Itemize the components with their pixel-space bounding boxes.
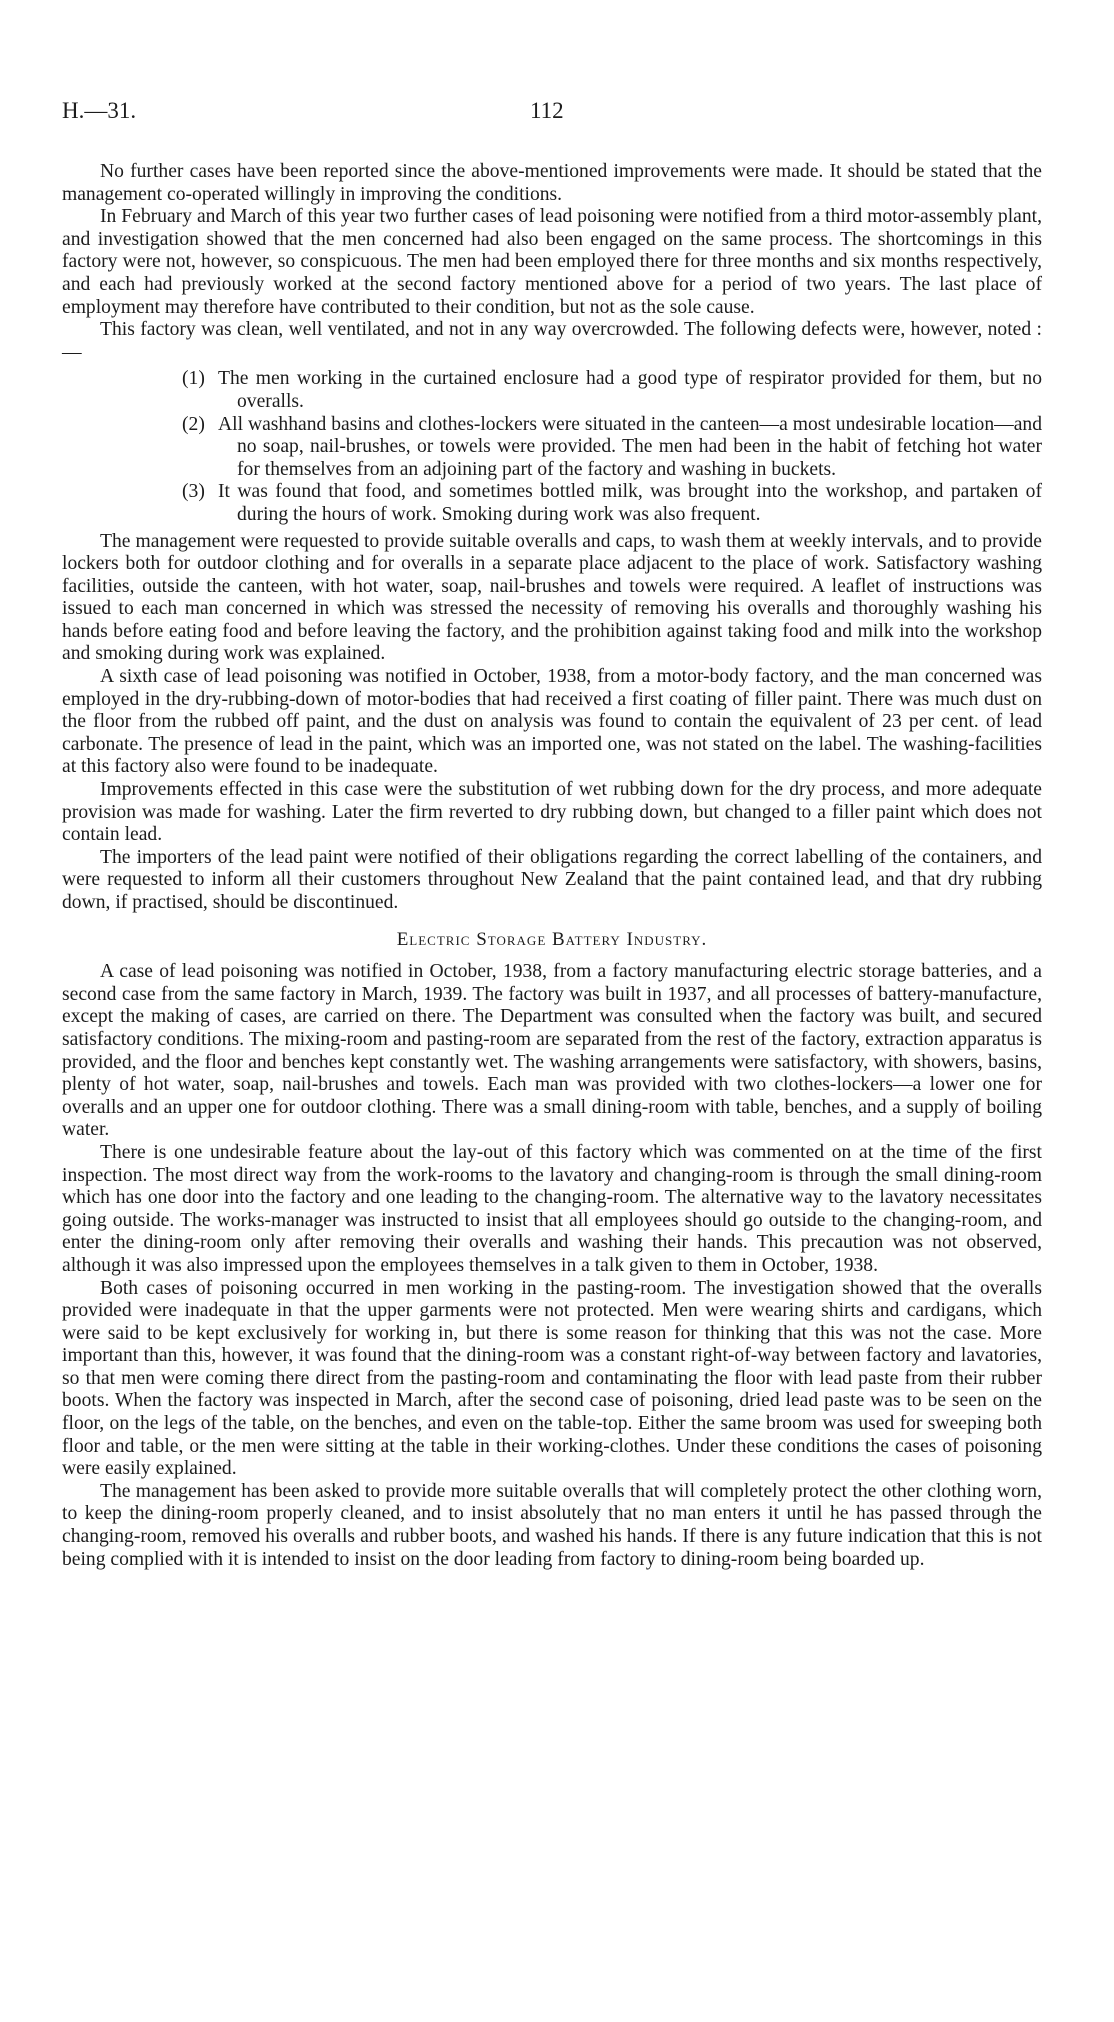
paragraph: A sixth case of lead poisoning was notified in October, 1938, from a motor-body factory, and the man concerned was employed in the dry-rubbing-down of motor-bodies that had received a first coating of filler paint. There was much dust on the floor from the rubbed off paint, and the dust on analysis was found to contain the equivalent of 23 per cent. of lead carbonate. The presence of lead in the paint, which was an imported one, was not stated on the label. The washing-facilities at this factory also were found to be inadequate.: [62, 666, 1042, 778]
page-header: [0, 100, 1114, 136]
paragraph: Both cases of poisoning occurred in men working in the pasting-room. The investigation showed that the overalls provided were inadequate in that the upper garments were not protected. Men were wearing shirts and cardigans, which were said to be kept exclusively for working in, but there is some reason for thinking that this was not the case. More important than this, however, it was found that the dining-room was a constant right-of-way between factory and lavatories, so that men were coming there direct from the pasting-room and contaminating the floor with lead paste from their rubber boots. When the factory was inspected in March, after the second case of poisoning, dried lead paste was to be seen on the floor, on the legs of the table, on the benches, and even on the table-top. Either the same broom was used for sweeping both floor and table, or the men were sitting at the table in their working-clothes. Under these conditions the cases of poisoning were easily explained.: [62, 1277, 1042, 1480]
paragraph: The importers of the lead paint were notified of their obligations regarding the correct labelling of the containers, and were requested to inform all their customers throughout New Zealand that the paint contained lead, and that dry rubbing down, if practised, should be discontinued.: [62, 846, 1042, 913]
defects-list: [62, 368, 1042, 526]
document-body: [62, 161, 1042, 1571]
list-item-text: All washhand basins and clothes-lockers were situated in the canteen—a most undesirable location—and no soap, nail-brushes, or towels were provided. The men had been in the habit of fetching hot water for themselves from an adjoining part of the factory and washing in buckets.: [218, 413, 1042, 480]
list-item-text: It was found that food, and sometimes bottled milk, was brought into the workshop, and partaken of during the hours of work. Smoking during work was also frequent.: [218, 481, 1042, 525]
list-item-number: (2): [182, 413, 205, 435]
paragraph: The management were requested to provide suitable overalls and caps, to wash them at weekly intervals, and to provide lockers both for outdoor clothing and for overalls in a separate place adjacent to the place of work. Satisfactory washing facilities, outside the canteen, with hot water, soap, nail-brushes and towels were required. A leaflet of instructions was issued to each man concerned in which was stressed the necessity of removing his overalls and thoroughly washing his hands before eating food and before leaving the factory, and the prohibition against taking food and milk into the workshop and smoking during work was explained.: [62, 530, 1042, 665]
paragraph: This factory was clean, well ventilated, and not in any way overcrowded. The following defects were, however, noted :—: [62, 319, 1042, 363]
list-item-number: (1): [182, 368, 205, 390]
list-item-text: The men working in the curtained enclosure had a good type of respirator provided for them, but no overalls.: [218, 368, 1042, 412]
paragraph: A case of lead poisoning was notified in October, 1938, from a factory manufacturing electric storage batteries, and a second case from the same factory in March, 1939. The factory was built in 1937, and all processes of battery-manufacture, except the making of cases, are carried on there. The Department was consulted when the factory was built, and secured satisfactory conditions. The mixing-room and pasting-room are separated from the rest of the factory, extraction apparatus is provided, and the floor and benches kept constantly wet. The washing arrangements were satisfactory, with showers, basins, plenty of hot water, soap, nail-brushes and towels. Each man was provided with two clothes-lockers—a lower one for overalls and an upper one for outdoor clothing. There was a small dining-room with table, benches, and a supply of boiling water.: [62, 961, 1042, 1141]
list-item: [182, 368, 1042, 413]
paragraph: There is one undesirable feature about the lay-out of this factory which was commented on at the time of the first inspection. The most direct way from the work-rooms to the lavatory and changing-room is through the small dining-room which has one door into the factory and one leading to the changing-room. The alternative way to the lavatory necessitates going outside. The works-manager was instructed to insist that all employees should go outside to the changing-room, and enter the dining-room only after removing their overalls and washing their hands. This precaution was not observed, although it was also impressed upon the employees themselves in a talk given to them in October, 1938.: [62, 1141, 1042, 1276]
paragraph: In February and March of this year two further cases of lead poisoning were notified from a third motor-assembly plant, and investigation showed that the men concerned had also been engaged on the same process. The shortcomings in this factory were not, however, so conspicuous. The men had been employed there for three months and six months respectively, and each had previously worked at the second factory mentioned above for a period of two years. The last place of employment may therefore have contributed to their condition, but not as the sole cause.: [62, 206, 1042, 318]
list-item: [182, 481, 1042, 526]
document-reference: H.—31.: [62, 98, 137, 123]
list-item: [182, 414, 1042, 482]
page-number: 112: [530, 98, 564, 123]
paragraph: The management has been asked to provide more suitable overalls that will completely protect the other clothing worn, to keep the dining-room properly cleaned, and to insist absolutely that no man enters it until he has passed through the changing-room, removed his overalls and rubber boots, and washed his hands. If there is any future indication that this is not being complied with it is intended to insist on the door leading from factory to dining-room being boarded up.: [62, 1480, 1042, 1570]
paragraph: No further cases have been reported since the above-mentioned improvements were made. It should be stated that the management co-operated willingly in improving the conditions.: [62, 161, 1042, 205]
section-heading: Electric Storage Battery Industry.: [396, 928, 708, 950]
paragraph: Improvements effected in this case were the substitution of wet rubbing down for the dry process, and more adequate provision was made for washing. Later the firm reverted to dry rubbing down, but changed to a filler paint which does not contain lead.: [62, 779, 1042, 846]
list-item-number: (3): [182, 481, 205, 503]
